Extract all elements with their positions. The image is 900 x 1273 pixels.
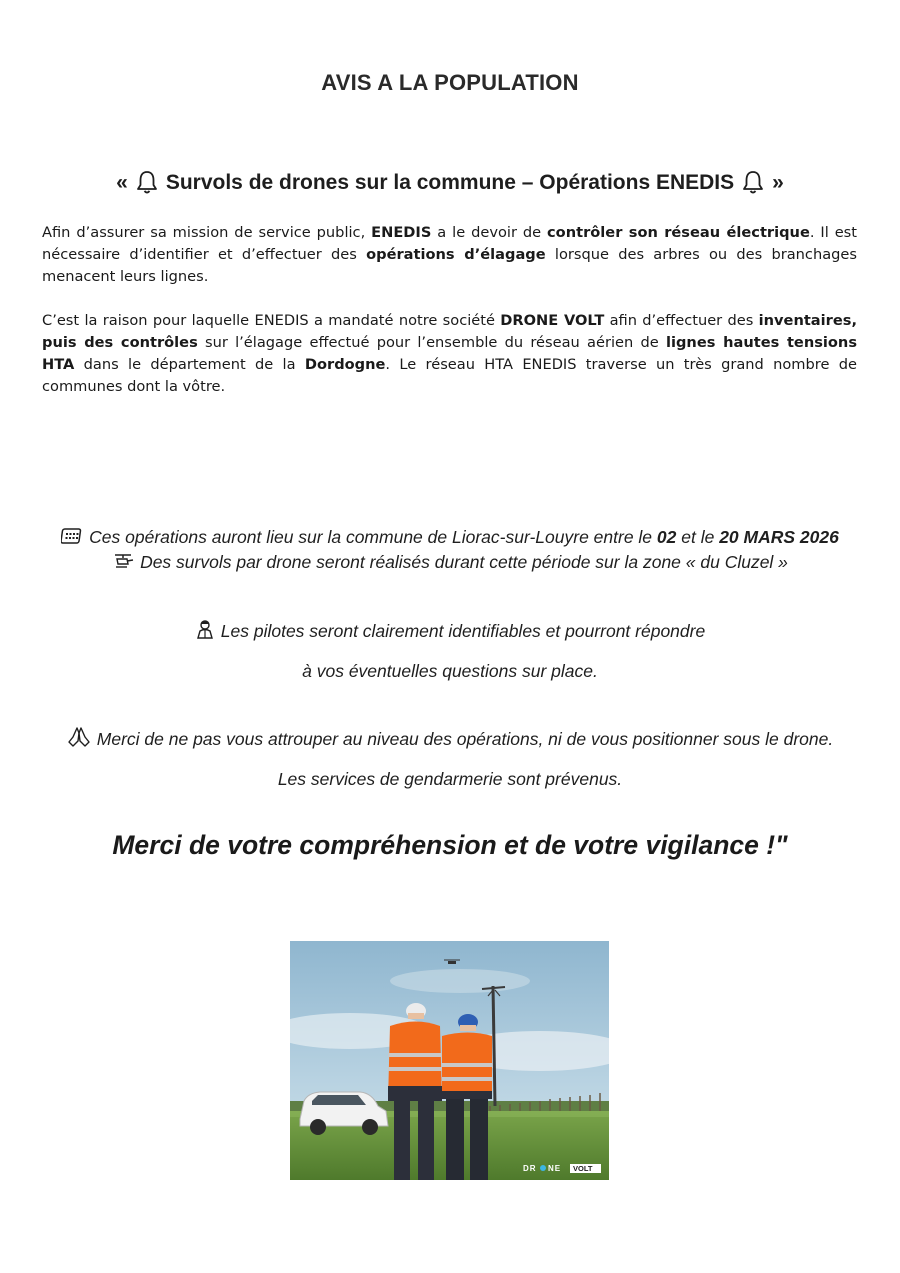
calendar-icon xyxy=(61,527,83,545)
logo-text: DR xyxy=(523,1164,537,1173)
end-date: 20 MARS 2026 xyxy=(719,527,839,547)
zone-line xyxy=(0,552,900,573)
paragraph-text: sur l’élagage effectué pour l’ensemble du réseau aérien de xyxy=(197,334,666,351)
pilot-icon xyxy=(195,619,215,639)
paragraph-text: afin d’effectuer des xyxy=(604,312,759,329)
paragraph-text: a le devoir de xyxy=(431,224,548,241)
intro-paragraph xyxy=(42,222,857,288)
bell-icon xyxy=(136,170,158,196)
close-quote: » xyxy=(772,171,784,194)
praying-hands-icon xyxy=(67,727,91,747)
zone-text: Des survols par drone seront réalisés durant cette période sur la zone « du Cluzel » xyxy=(140,552,788,572)
pilots-text: Les pilotes seront clairement identifiables et pourront répondre xyxy=(220,621,706,641)
paragraph-text: C’est la raison pour laquelle ENEDIS a mandaté notre société xyxy=(42,312,501,329)
paragraph-bold: lignes hautes tensions HTA xyxy=(42,334,858,373)
subtitle-text: Survols de drones sur la commune – Opérations ENEDIS xyxy=(165,171,735,194)
paragraph-bold: Dordogne xyxy=(304,356,386,373)
paragraph-bold: opérations d’élagage xyxy=(366,246,546,263)
schedule-text: Ces opérations auront lieu sur la commune de Liorac-sur-Louyre entre le xyxy=(89,527,657,547)
schedule-text: et le xyxy=(676,527,720,547)
paragraph-text: Afin d’assurer sa mission de service public, xyxy=(42,224,372,241)
helicopter-icon xyxy=(112,552,134,570)
paragraph-bold: DRONE VOLT xyxy=(500,312,605,329)
subtitle xyxy=(0,170,900,196)
mandate-paragraph xyxy=(42,310,857,398)
paragraph-text: dans le département de la xyxy=(74,356,305,373)
paragraph-bold: inventaires, puis des contrôles xyxy=(42,312,857,351)
start-date: 02 xyxy=(656,527,677,547)
logo-text: NE xyxy=(548,1164,562,1173)
warning-text: Merci de ne pas vous attrouper au niveau des opérations, ni de vous positionner sous le drone. xyxy=(96,729,834,749)
bell-icon xyxy=(742,170,764,196)
drone-operators-photo xyxy=(290,941,609,1180)
paragraph-bold: ENEDIS xyxy=(371,224,432,241)
closing-message: Merci de votre compréhension et de votre vigilance !" xyxy=(112,830,788,860)
paragraph-text: . Il est nécessaire d’identifier et d’effectuer des xyxy=(42,224,857,263)
open-quote: « xyxy=(116,171,128,194)
paragraph-bold: contrôler son réseau électrique xyxy=(547,224,810,241)
pilots-line-2: à vos éventuelles questions sur place. xyxy=(302,661,598,681)
logo-text: VOLT xyxy=(573,1164,593,1173)
pilots-line-1 xyxy=(0,619,900,642)
paragraph-text: lorsque des arbres ou des branchages menacent leurs lignes. xyxy=(42,246,857,285)
photo-scene xyxy=(290,941,609,1180)
warning-line-1 xyxy=(0,727,900,750)
page-title: AVIS A LA POPULATION xyxy=(321,70,579,95)
warning-line-2: Les services de gendarmerie sont prévenus. xyxy=(277,769,623,789)
paragraph-text: . Le réseau HTA ENEDIS traverse un très grand nombre de communes dont la vôtre. xyxy=(42,356,857,395)
schedule-line xyxy=(0,527,900,548)
